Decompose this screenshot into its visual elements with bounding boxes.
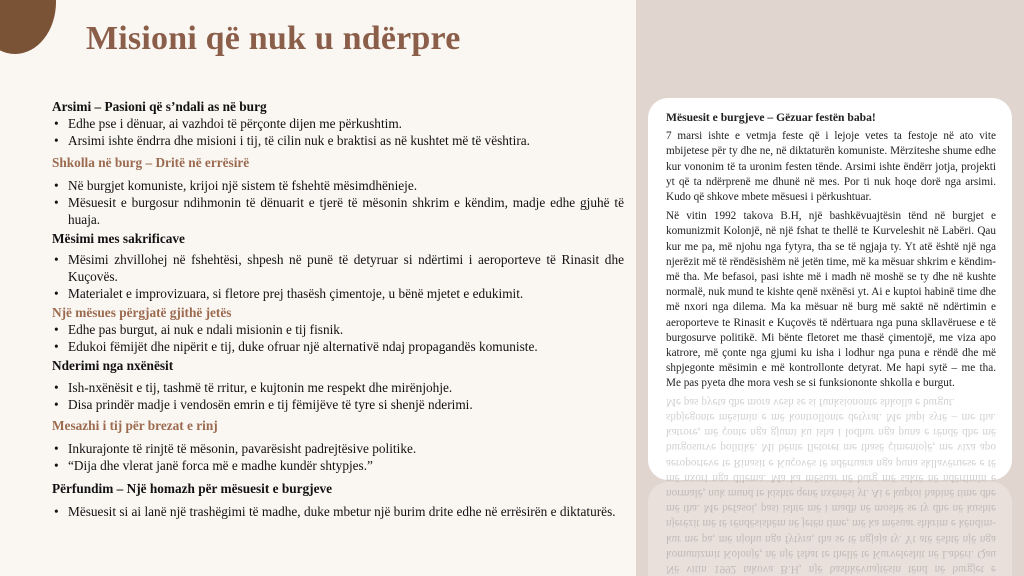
bullet-list xyxy=(52,503,624,520)
card-paragraph: 7 marsi ishte e vetmja feste që i lejoje vetes ta festoje në ato vite mbijetese për ty dhe ne, në diktaturën komuniste. Mërziteshe shume edhe kur vononim të ta uronim festen tënde. Arsimi ishte ëndërr jotja, projekti yt që ta ndërprenë me dhunë në mes. Por ti nuk hoqe dorë nga arsimi. Kudo që shkove mbete mësuesi i përkushtuar. xyxy=(666,130,996,204)
bullet-item: • Në burgjet komuniste, krijoi një sistem të fshehtë mësimdhënieje. xyxy=(52,177,624,194)
section-heading: Nderimi nga nxënësit xyxy=(52,358,174,373)
bullet-item: • Materialet e improvizuara, si fletore prej thasësh çimentoje, u bënë mjetet e edukimit. xyxy=(52,285,624,302)
section-nderimi xyxy=(52,357,624,413)
bullet-list xyxy=(52,177,624,228)
bullet-list xyxy=(52,440,624,474)
card-paragraph: Në vitin 1992 takova B.H, një bashkëvuajtësin tënd në burgjet e komunizmit Kolonjë, në një fshat te thellë te Kurveleshit në Labëri. Qau kur me pa, më njohu nga fytyra, tha se të ngjaja ty. Yt atë është një nga njerëzit më të rëndësishëm në jetën time, më ka mësuar shkrim e këndim- më tha. Me befasoi, pasi ishte më i madh në moshë se ty dhe në kushte normalë, nuk mund te kishte qenë nxënësi yt. Ai e kuptoi habinë time dhe më nxori nga dilema. Ma ka mësuar në burg më saktë në ndërtimin e aeroporteve te Rinasit e Kuçovës të ndërtuara nga puna skllavëruese e të burgosurve politikë. Mi bënte fletoret me thasë çimentojë, me viza apo katrore, më çonte nga gjumi ku isha i lodhur nga puna e rëndë dhe më shpjegonte mësimin e më kontrollonte detyrat. Me hapi sytë – me tha. Me pas pyeta dhe mora vesh se si funksiononte shkolla e burgut. xyxy=(666,210,996,390)
bullet-list xyxy=(52,379,624,413)
section-shkolla xyxy=(52,154,624,228)
bullet-item: • Inkurajonte të rinjtë të mësonin, pavarësisht padrejtësive politike. xyxy=(52,440,624,457)
bullet-list xyxy=(52,321,624,355)
section-heading: Arsimi – Pasioni që s’ndali as në burg xyxy=(52,99,267,114)
bullet-item: • “Dija dhe vlerat janë forca më e madhe kundër shtypjes.” xyxy=(52,457,624,474)
bullet-item: • Arsimi ishte ëndrra dhe misioni i tij, të cilin nuk e braktisi as në kushtet më të vështira. xyxy=(52,132,624,149)
bullet-item: • Edhe pse i dënuar, ai vazhdoi të përçonte dijen me përkushtim. xyxy=(52,115,624,132)
bullet-item: • Mësuesit e burgosur ndihmonin të dënuarit e tjerë të mësonin shkrim e këndim, madje edhe gjuhë të huaja. xyxy=(52,194,624,228)
bullet-item: • Ish-nxënësit e tij, tashmë të rritur, e kujtonin me respekt dhe mirënjohje. xyxy=(52,379,624,396)
section-mesazhi xyxy=(52,417,624,474)
section-mesues xyxy=(52,304,624,355)
bullet-item: • Mësimi zhvillohej në fshehtësi, shpesh në punë të detyruar si ndërtimi i aeroporteve të Rinasit dhe Kuçovës. xyxy=(52,251,624,285)
slide-title: Misioni që nuk u ndërpre xyxy=(86,20,461,57)
bullet-list xyxy=(52,251,624,302)
bullet-item: • Disa prindër madje i vendosën emrin e tij fëmijëve të tyre si shenjë nderimi. xyxy=(52,396,624,413)
bullet-item: • Mësuesit si ai lanë një trashëgimi të madhe, duke mbetur një burim drite edhe në errësirën e diktaturës. xyxy=(52,503,624,520)
decorative-circle xyxy=(0,0,56,54)
section-heading: Mësimi mes sakrificave xyxy=(52,231,185,246)
section-heading: Mesazhi i tij për brezat e rinj xyxy=(52,418,218,433)
card-title: Mësuesit e burgjeve – Gëzuar festën baba! xyxy=(666,111,876,124)
section-perfundim xyxy=(52,480,624,520)
section-arsimi xyxy=(52,98,624,149)
section-heading: Shkolla në burg – Dritë në errësirë xyxy=(52,155,250,170)
section-heading: Përfundim – Një homazh për mësuesit e burgjeve xyxy=(52,481,333,496)
bullet-item: • Edhe pas burgut, ai nuk e ndali misionin e tij fisnik. xyxy=(52,321,624,338)
reflection-text: Në vitin 1992 takova B.H, një bashkëvuajtësin tënd në burgjet e komunizmit Kolonjë, në një fshat te thellë te Kurveleshit në Labëri. Qau kur me pa, më njohu nga fytyra, tha se të ngjaja ty. Yt atë është një nga njerëzit më të rëndësishëm në jetën time, më ka mësuar shkrim e këndim- më tha. Me befasoi, pasi ishte më i madh në moshë se ty dhe në kushte normalë, nuk mund te kishte qenë nxënësi yt. Ai e kuptoi habinë time dhe më nxori nga dilema. Ma ka mësuar në burg më saktë në ndërtimin e aeroporteve te Rinasit e Kuçovës të ndërtuara nga puna skllavëruese e të burgosurve politikë. Mi bënte fletoret me thasë çimentojë, me viza apo katrore, më çonte nga gjumi ku isha i lodhur nga puna e rëndë dhe më shpjegonte mësimin e më kontrollonte detyrat. Me hapi sytë – me tha. Me pas pyeta dhe mora vesh se si funksiononte shkolla e burgut. xyxy=(666,395,996,575)
card-reflection xyxy=(648,395,1012,576)
section-heading: Një mësues përgjatë gjithë jetës xyxy=(52,305,232,320)
bullet-list xyxy=(52,115,624,149)
main-content xyxy=(52,98,624,522)
bullet-item: • Edukoi fëmijët dhe nipërit e tij, duke ofruar një alternativë ndaj propagandës komuniste. xyxy=(52,338,624,355)
section-mesimi xyxy=(52,230,624,302)
